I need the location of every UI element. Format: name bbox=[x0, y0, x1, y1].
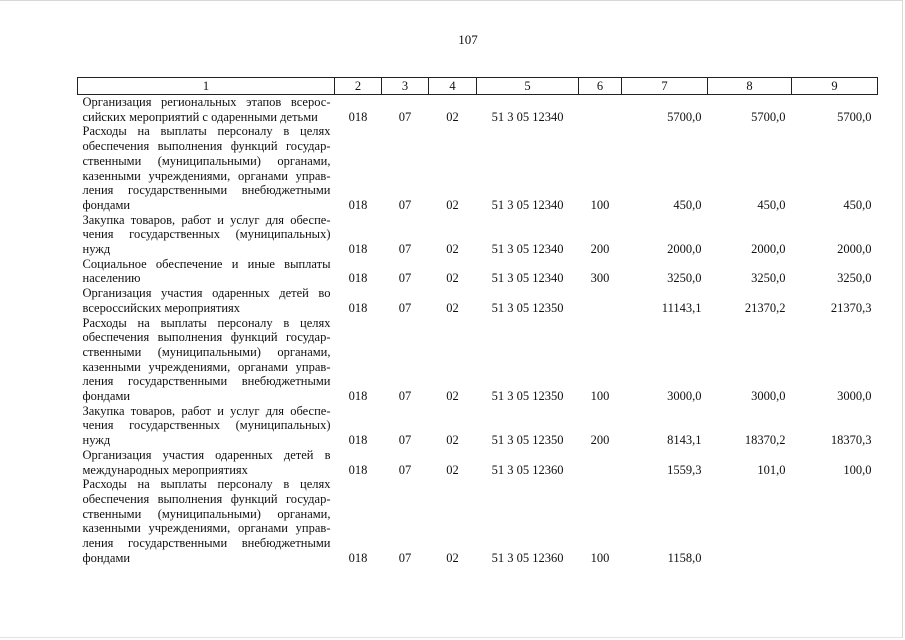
expense-type-code: 100 bbox=[590, 197, 610, 212]
amount-year-1: 8143,1 bbox=[667, 433, 702, 448]
target-article-code: 51 3 05 12350 bbox=[491, 389, 564, 404]
table-row bbox=[78, 95, 878, 125]
table-header-row bbox=[78, 78, 878, 95]
amount-year-3: 5700,0 bbox=[837, 109, 872, 124]
section-code: 07 bbox=[398, 550, 412, 565]
ministry-code: 018 bbox=[348, 462, 368, 477]
column-header: 4 bbox=[429, 78, 477, 95]
amount-year-1: 450,0 bbox=[673, 197, 702, 212]
row-description: Расходы на выплаты персоналу в целях обеспечения выполнения функций государственными (муниципальными) органами, казенными учреждениями, органами управления государственными внебюджетными фондами bbox=[82, 477, 331, 565]
ministry-code: 018 bbox=[348, 389, 368, 404]
ministry-code: 018 bbox=[348, 271, 368, 286]
column-header: 2 bbox=[335, 78, 382, 95]
section-code: 07 bbox=[398, 242, 412, 257]
amount-year-3: 2000,0 bbox=[837, 242, 872, 257]
section-code: 07 bbox=[398, 109, 412, 124]
amount-year-2: 450,0 bbox=[757, 197, 786, 212]
target-article-code: 51 3 05 12340 bbox=[491, 197, 564, 212]
amount-year-1: 2000,0 bbox=[667, 242, 702, 257]
column-header: 3 bbox=[382, 78, 429, 95]
ministry-code: 018 bbox=[348, 197, 368, 212]
ministry-code: 018 bbox=[348, 300, 368, 315]
amount-year-2: 101,0 bbox=[757, 462, 786, 477]
amount-year-3: 450,0 bbox=[843, 197, 872, 212]
ministry-code: 018 bbox=[348, 550, 368, 565]
target-article-code: 51 3 05 12350 bbox=[491, 300, 564, 315]
table-row bbox=[78, 286, 878, 315]
expense-type-code bbox=[579, 286, 622, 315]
amount-year-2 bbox=[708, 477, 792, 565]
expense-type-code: 300 bbox=[590, 271, 610, 286]
page-number: 107 bbox=[458, 32, 478, 47]
row-description: Расходы на выплаты персоналу в целях обеспечения выполнения функций государственными (муниципальными) органами, казенными учреждениями, органами управления государственными внебюджетными фондами bbox=[82, 315, 331, 404]
row-description: Социальное обеспечение и иные выплаты населению bbox=[82, 256, 331, 286]
amount-year-2: 5700,0 bbox=[751, 109, 786, 124]
section-code: 07 bbox=[398, 433, 412, 448]
section-code: 07 bbox=[398, 197, 412, 212]
expense-type-code bbox=[579, 95, 622, 125]
table-row bbox=[78, 448, 878, 477]
expense-type-code bbox=[579, 448, 622, 477]
expense-type-code: 100 bbox=[590, 389, 610, 404]
amount-year-1: 5700,0 bbox=[667, 109, 702, 124]
section-code: 07 bbox=[398, 462, 412, 477]
row-description: Организация участия одаренных детей во всероссийских мероприятиях bbox=[82, 286, 331, 315]
amount-year-3 bbox=[792, 477, 878, 565]
target-article-code: 51 3 05 12340 bbox=[491, 271, 564, 286]
target-article-code: 51 3 05 12340 bbox=[491, 109, 564, 124]
amount-year-2: 21370,2 bbox=[744, 300, 786, 315]
amount-year-2: 3250,0 bbox=[751, 271, 786, 286]
subsection-code: 02 bbox=[446, 389, 459, 404]
amount-year-3: 3250,0 bbox=[837, 271, 872, 286]
column-header: 8 bbox=[708, 78, 792, 95]
target-article-code: 51 3 05 12360 bbox=[491, 550, 564, 565]
ministry-code: 018 bbox=[348, 433, 368, 448]
column-header: 9 bbox=[792, 78, 878, 95]
table-row bbox=[78, 257, 878, 286]
subsection-code: 02 bbox=[446, 550, 459, 565]
column-header: 6 bbox=[579, 78, 622, 95]
subsection-code: 02 bbox=[446, 109, 459, 124]
row-description: Организация участия одаренных детей в международных мероприятиях bbox=[82, 447, 331, 477]
amount-year-1: 1559,3 bbox=[667, 462, 702, 477]
row-description: Закупка товаров, работ и услуг для обеспечения государственных (муниципальных) нужд bbox=[82, 403, 331, 448]
section-code: 07 bbox=[398, 271, 412, 286]
amount-year-1: 11143,1 bbox=[661, 300, 702, 315]
subsection-code: 02 bbox=[446, 271, 459, 286]
amount-year-1: 1158,0 bbox=[667, 550, 702, 565]
section-code: 07 bbox=[398, 300, 412, 315]
ministry-code: 018 bbox=[348, 109, 368, 124]
subsection-code: 02 bbox=[446, 300, 459, 315]
table-row bbox=[78, 124, 878, 212]
target-article-code: 51 3 05 12360 bbox=[491, 462, 564, 477]
table-row bbox=[78, 213, 878, 257]
amount-year-1: 3250,0 bbox=[667, 271, 702, 286]
row-description: Расходы на выплаты персоналу в целях обеспечения выполнения функций государственными (муниципальными) органами, казенными учреждениями, органами управления государственными внебюджетными фондами bbox=[82, 124, 331, 212]
subsection-code: 02 bbox=[446, 242, 459, 257]
amount-year-1: 3000,0 bbox=[667, 389, 702, 404]
amount-year-3: 3000,0 bbox=[837, 389, 872, 404]
subsection-code: 02 bbox=[446, 462, 459, 477]
amount-year-3: 18370,3 bbox=[830, 433, 872, 448]
table-row bbox=[78, 404, 878, 448]
ministry-code: 018 bbox=[348, 242, 368, 257]
target-article-code: 51 3 05 12350 bbox=[491, 433, 564, 448]
expense-type-code: 100 bbox=[590, 550, 610, 565]
section-code: 07 bbox=[398, 389, 412, 404]
amount-year-2: 2000,0 bbox=[751, 242, 786, 257]
table-row bbox=[78, 477, 878, 565]
target-article-code: 51 3 05 12340 bbox=[491, 242, 564, 257]
amount-year-2: 18370,2 bbox=[744, 433, 786, 448]
expense-type-code: 200 bbox=[590, 433, 610, 448]
subsection-code: 02 bbox=[446, 197, 459, 212]
column-header: 7 bbox=[622, 78, 708, 95]
table-row bbox=[78, 316, 878, 404]
row-description: Организация региональных этапов всероссийских мероприятий с одаренными детьми bbox=[82, 95, 331, 124]
amount-year-2: 3000,0 bbox=[751, 389, 786, 404]
expense-type-code: 200 bbox=[590, 242, 610, 257]
amount-year-3: 100,0 bbox=[843, 462, 872, 477]
row-description: Закупка товаров, работ и услуг для обеспечения государственных (муниципальных) нужд bbox=[82, 212, 331, 257]
amount-year-3: 21370,3 bbox=[830, 300, 872, 315]
budget-table bbox=[77, 77, 878, 566]
column-header: 1 bbox=[78, 78, 335, 95]
column-header: 5 bbox=[477, 78, 579, 95]
subsection-code: 02 bbox=[446, 433, 459, 448]
